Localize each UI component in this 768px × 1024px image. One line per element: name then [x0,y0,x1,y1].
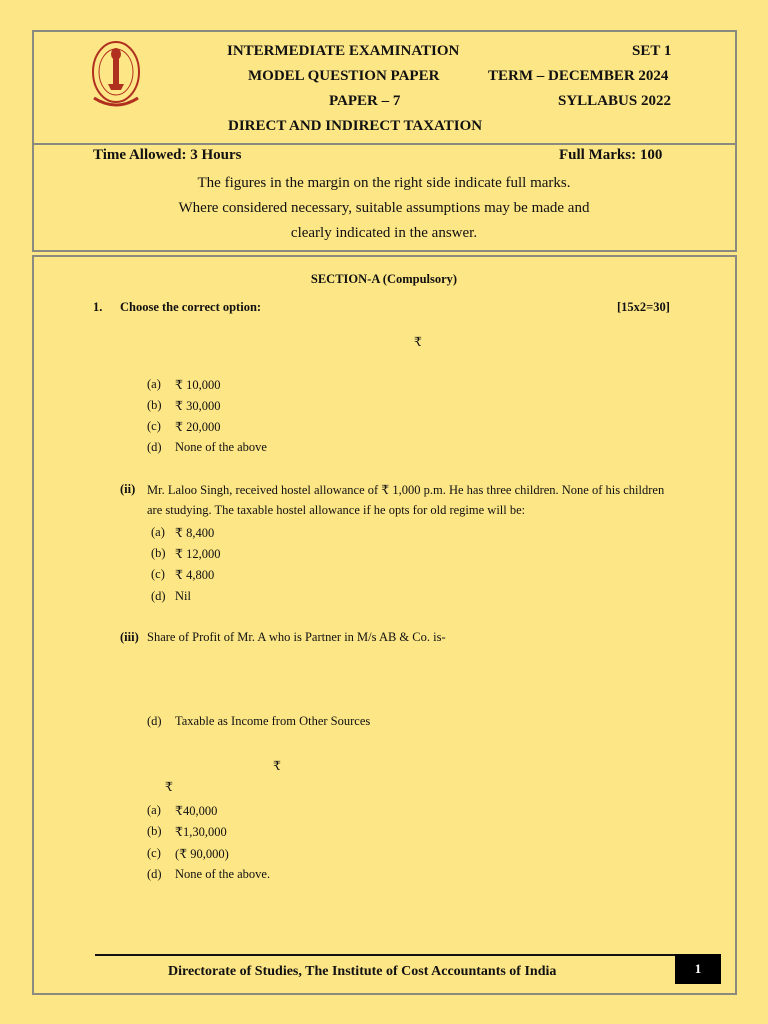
set-label: SET 1 [632,43,672,59]
content-box [32,255,737,995]
option-text: ₹ 30,000 [175,399,221,413]
option-text: ₹ 10,000 [175,378,221,392]
option-text: Nil [175,589,191,603]
rupee-symbol: ₹ [165,780,173,794]
sub-question-number: (iii) [120,630,139,644]
footer-divider [95,954,720,956]
option-label: (d) [151,589,166,603]
instruction-line-1: The figures in the margin on the right side indicate full marks. [197,175,571,191]
rupee-symbol: ₹ [273,759,281,773]
paper-number: PAPER – 7 [329,93,401,109]
institute-logo-icon [90,38,142,112]
rupee-symbol: ₹ [414,335,422,349]
option-label: (b) [147,398,162,412]
subject-title: DIRECT AND INDIRECT TAXATION [228,118,483,134]
option-text: None of the above. [175,867,271,881]
option-label: (a) [151,525,165,539]
option-label: (a) [147,803,161,817]
question-text: Choose the correct option: [120,300,262,314]
option-text: (₹ 90,000) [175,847,229,861]
sub-question-number: (ii) [120,482,136,496]
option-text: ₹ 20,000 [175,420,221,434]
option-label: (b) [147,824,162,838]
footer-text: Directorate of Studies, The Institute of Cost Accountants of India [168,964,557,979]
section-title: SECTION-A (Compulsory) [310,272,458,286]
option-label: (d) [147,867,162,881]
sub-question-text: Share of Profit of Mr. A who is Partner in M/s AB & Co. is- [147,630,446,644]
sub-question-text-cont: are studying. The taxable hostel allowance if he opts for old regime will be: [147,503,526,517]
option-label: (c) [147,419,161,433]
instruction-line-2: Where considered necessary, suitable assumptions may be made and [178,200,590,216]
option-label: (c) [147,846,161,860]
time-allowed: Time Allowed: 3 Hours [93,147,242,163]
option-text: ₹40,000 [175,804,218,818]
exam-title: INTERMEDIATE EXAMINATION [227,43,460,59]
full-marks: Full Marks: 100 [559,147,663,163]
option-label: (b) [151,546,166,560]
option-text: Taxable as Income from Other Sources [175,714,371,728]
page-number: 1 [675,954,721,984]
option-label: (d) [147,714,162,728]
option-text: ₹ 12,000 [175,547,221,561]
option-label: (d) [147,440,162,454]
option-text: ₹ 4,800 [175,568,215,582]
option-text: ₹1,30,000 [175,825,227,839]
paper-type: MODEL QUESTION PAPER [248,68,440,84]
instruction-line-3: clearly indicated in the answer. [290,225,478,241]
option-text: ₹ 8,400 [175,526,215,540]
sub-question-text: Mr. Laloo Singh, received hostel allowance of ₹ 1,000 p.m. He has three children. None of his children [147,483,665,497]
option-label: (a) [147,377,161,391]
option-label: (c) [151,567,165,581]
question-number: 1. [93,300,103,314]
syllabus-label: SYLLABUS 2022 [558,93,671,109]
term-label: TERM – DECEMBER 2024 [488,68,669,84]
question-marks: [15x2=30] [617,300,670,314]
option-text: None of the above [175,440,267,454]
